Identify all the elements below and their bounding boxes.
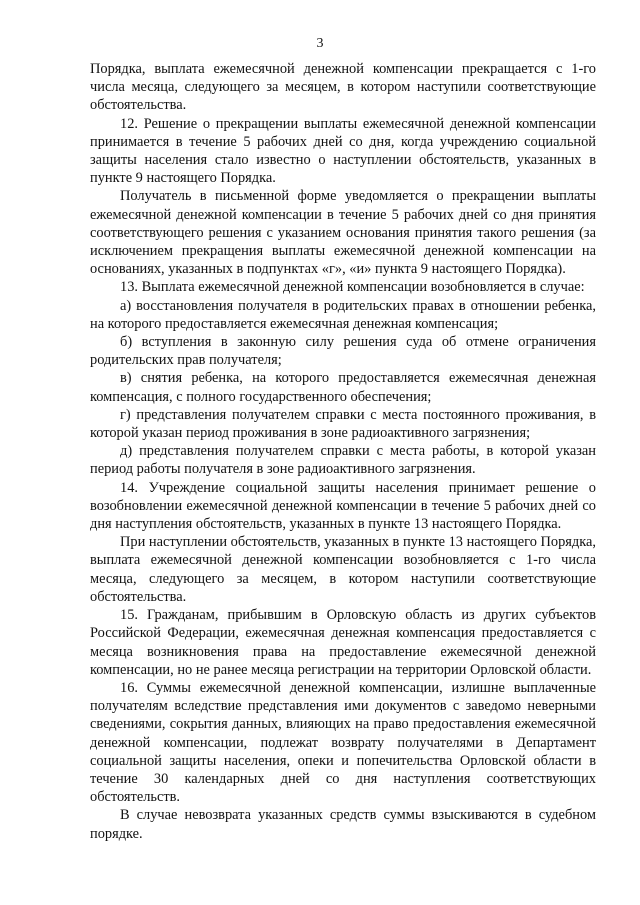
subclause-a: а) восстановления получателя в родительских правах в отношении ребенка, на которого предоставляется ежемесячная денежная компенсация; <box>90 297 596 332</box>
paragraph-clause-15: 15. Гражданам, прибывшим в Орловскую область из других субъектов Российской Федерации, ежемесячная денежная компенсация предоставляется с месяца возникновения права на предоставление ежемесячной денежной компенсации, но не ранее месяца регистрации на территории Орловской области. <box>90 607 596 678</box>
document-body <box>90 60 596 843</box>
paragraph-clause-14: 14. Учреждение социальной защиты населения принимает решение о возобновлении ежемесячной денежной компенсации в течение 5 рабочих дней со дня наступления обстоятельств, указанных в пункте 13 настоящего Порядка. <box>90 479 596 533</box>
subclause-d: д) представления получателем справки с места работы, в которой указан период работы получателя в зоне радиоактивного загрязнения. <box>90 443 596 478</box>
paragraph-resumption: При наступлении обстоятельств, указанных в пункте 13 настоящего Порядка, выплата ежемесячной денежной компенсации возобновляется с 1-го числа месяца, следующего за месяцем, в котором наступили соответствующие обстоятельства. <box>90 534 597 605</box>
paragraph-continuation: Порядка, выплата ежемесячной денежной компенсации прекращается с 1-го числа месяца, следующего за месяцем, в котором наступили соответствующие обстоятельства. <box>90 61 596 114</box>
subclause-v: в) снятия ребенка, на которого предоставляется ежемесячная денежная компенсация, с полного государственного обеспечения; <box>90 370 596 405</box>
paragraph-notification: Получатель в письменной форме уведомляется о прекращении выплаты ежемесячной денежной компенсации в течение 5 рабочих дней со дня принятия соответствующего решения с указанием основания принятия такого решения (за исключением прекращения выплаты ежемесячной денежной компенсации на основаниях, указанных в подпунктах «г», «и» пункта 9 настоящего Порядка). <box>90 188 596 278</box>
subclause-g: г) представления получателем справки с места постоянного проживания, в которой указан период проживания в зоне радиоактивного загрязнения; <box>90 406 596 442</box>
paragraph-clause-12: 12. Решение о прекращении выплаты ежемесячной денежной компенсации принимается в течение 5 рабочих дней со дня, когда учреждению социальной защиты населения стало известно о наступлении обстоятельств, указанных в пункте 9 настоящего Порядка. <box>90 115 596 187</box>
paragraph-clause-13: 13. Выплата ежемесячной денежной компенсации возобновляется в случае: <box>120 279 585 296</box>
paragraph-court-recovery: В случае невозврата указанных средств суммы взыскиваются в судебном порядке. <box>90 807 596 842</box>
paragraph-clause-16: 16. Суммы ежемесячной денежной компенсации, излишне выплаченные получателям вследствие представления ими документов с заведомо неверными сведениями, сокрытия данных, влияющих на право предоставления ежемесячной денежной компенсации, подлежат возврату получателями в Департамент социальной защиты населения, опеки и попечительства Орловской области в течение 30 календарных дней со дня наступления соответствующих обстоятельств. <box>90 679 596 806</box>
page-number: 3 <box>316 36 324 51</box>
subclause-b: б) вступления в законную силу решения суда об отмене ограничения родительских прав получателя; <box>90 334 596 369</box>
